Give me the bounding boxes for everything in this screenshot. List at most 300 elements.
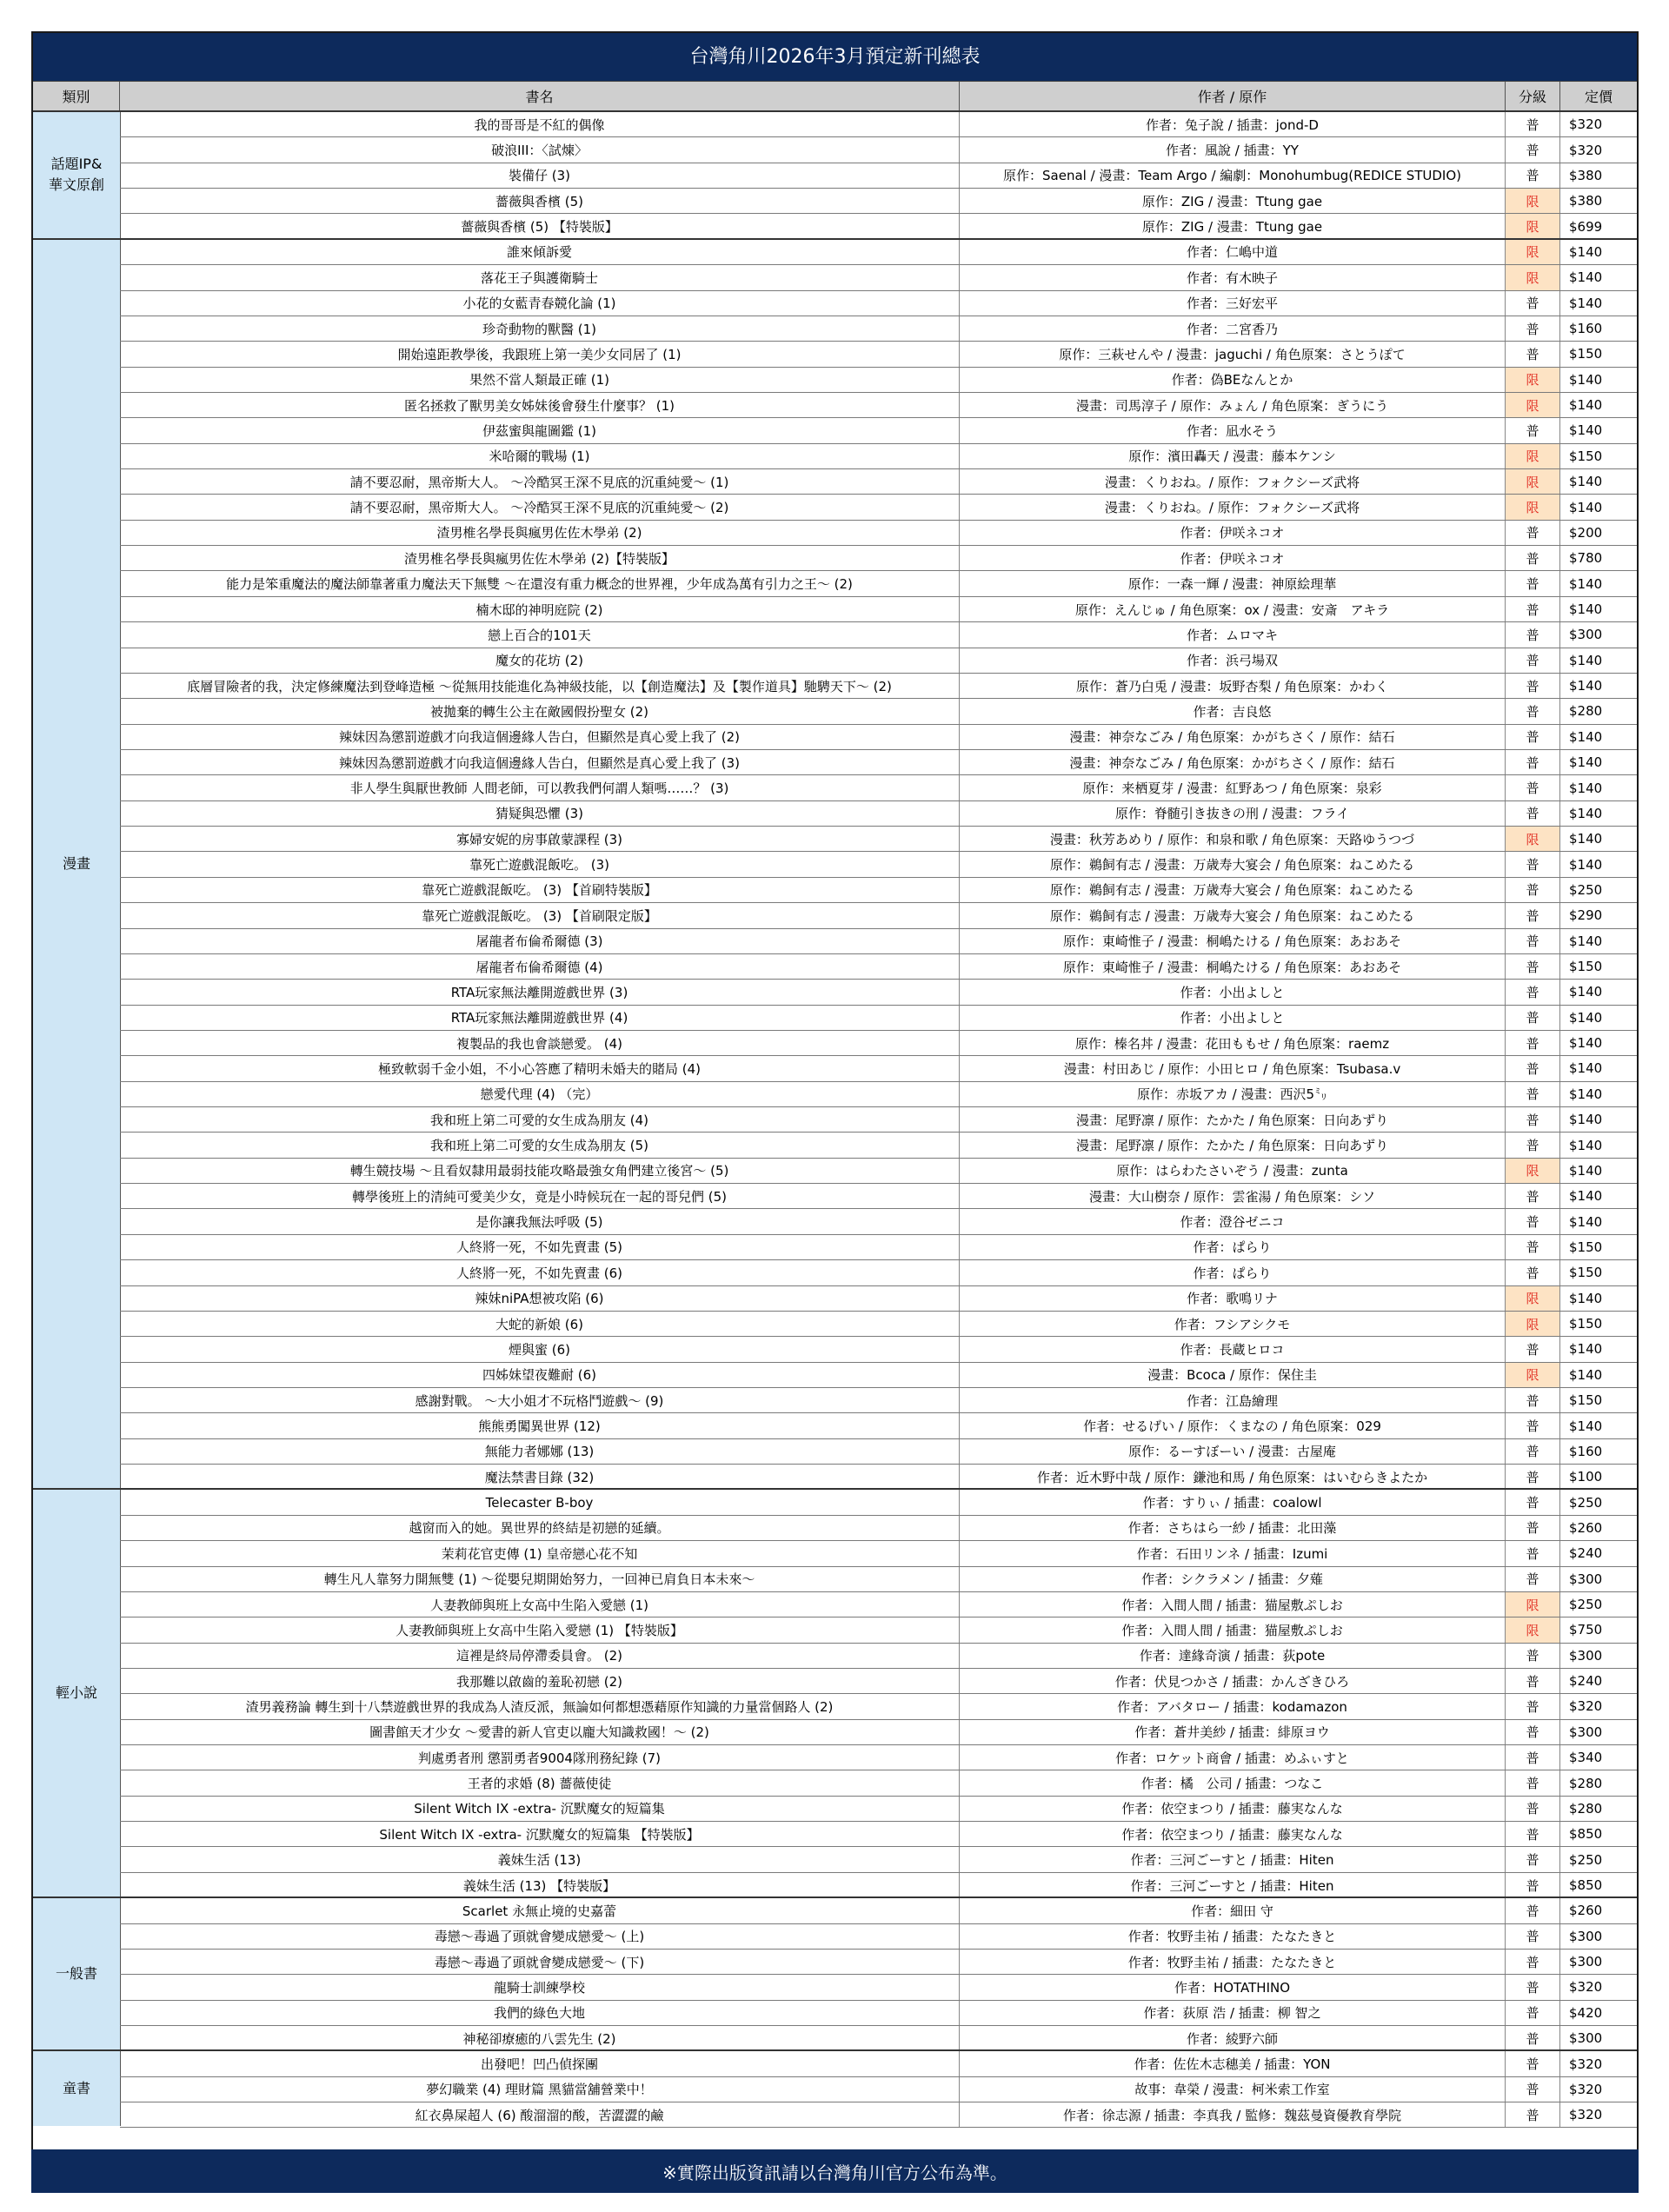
table-row (120, 674, 1637, 699)
book-price: $140 (1569, 295, 1603, 311)
book-price: $140 (1569, 1137, 1603, 1153)
book-title: 是你讓我無法呼吸 (5) (120, 1209, 960, 1233)
book-price: $150 (1569, 448, 1603, 464)
book-title: 誰來傾訴愛 (120, 240, 960, 264)
book-title: 煙與蜜 (6) (120, 1337, 960, 1361)
book-price: $140 (1569, 269, 1603, 286)
book-author: 作者：仁嶋中道 (960, 240, 1506, 264)
book-price: $780 (1569, 550, 1603, 567)
table-row (120, 1898, 1637, 1923)
book-rating: 普 (1506, 929, 1560, 953)
table-row (120, 1465, 1637, 1490)
book-rating: 限 (1506, 1617, 1560, 1642)
book-title: 能力是笨重魔法的魔法師靠著重力魔法天下無雙 ～在還沒有重力概念的世界裡，少年成為萬有引力之王～ (2) (120, 571, 960, 595)
book-author: 作者：三河ごーすと / 插畫：Hiten (960, 1873, 1506, 1897)
table-row (120, 214, 1637, 239)
book-rating: 普 (1506, 2001, 1560, 2025)
table-row (120, 1924, 1637, 1950)
book-author: 作者：荻原 浩 / 插畫：柳 智之 (960, 2001, 1506, 2025)
book-price: $140 (1569, 1213, 1603, 1230)
book-title: 薔薇與香檳 (5) 【特裝版】 (120, 214, 960, 238)
book-rating: 普 (1506, 725, 1560, 749)
table-row (120, 112, 1637, 137)
book-rating: 普 (1506, 1669, 1560, 1693)
book-author: 故事：韋榮 / 漫畫：柯米索工作室 (960, 2077, 1506, 2102)
book-title: 神秘卻療癒的八雲先生 (2) (120, 2026, 960, 2050)
book-title: 被拋棄的轉生公主在敵國假扮聖女 (2) (120, 699, 960, 723)
book-author: 漫畫：くりおね。/ 原作：フォクシーズ武将 (960, 469, 1506, 494)
book-price: $290 (1569, 907, 1603, 924)
book-rating: 普 (1506, 954, 1560, 979)
table-row (120, 1209, 1637, 1234)
book-author: 漫畫：Bcoca / 原作：保住圭 (960, 1363, 1506, 1387)
book-author: 作者：牧野圭祐 / 插畫：たなたきと (960, 1924, 1506, 1949)
book-title: 辣妹因為懲罰遊戲才向我這個邊緣人告白，但顯然是真心愛上我了 (2) (120, 725, 960, 749)
book-rating: 普 (1506, 1694, 1560, 1718)
book-price: $380 (1569, 167, 1603, 183)
book-author: 作者：伊咲ネコオ (960, 546, 1506, 570)
book-price: $140 (1569, 1060, 1603, 1077)
table-row (120, 316, 1637, 342)
book-title: 紅衣鼻屎超人 (6) 酸溜溜的酸，苦澀澀的鹼 (120, 2102, 960, 2127)
book-price: $140 (1569, 1188, 1603, 1205)
table-row (120, 2026, 1637, 2051)
table-row (120, 1031, 1637, 1056)
book-title: RTA玩家無法離開遊戲世界 (3) (120, 980, 960, 1004)
book-rating: 普 (1506, 1465, 1560, 1489)
book-rating: 普 (1506, 1184, 1560, 1208)
book-author: 原作：来栖夏芽 / 漫畫：紅野あつ / 角色原案：泉彩 (960, 775, 1506, 800)
book-title: 魔女的花坊 (2) (120, 648, 960, 673)
book-rating: 普 (1506, 1133, 1560, 1157)
book-title: 越窗而入的她。異世界的終結是初戀的延續。 (120, 1516, 960, 1540)
book-author: 原作：一森一輝 / 漫畫：神原絵理華 (960, 571, 1506, 595)
book-rating: 普 (1506, 1082, 1560, 1106)
book-price: $150 (1569, 1316, 1603, 1332)
book-author: 作者：近木野中哉 / 原作：鎌池和馬 / 角色原案：はいむらきよたか (960, 1465, 1506, 1489)
table-row (120, 189, 1637, 214)
book-title: 我和班上第二可愛的女生成為朋友 (5) (120, 1133, 960, 1157)
book-price: $300 (1569, 627, 1603, 643)
book-price: $140 (1569, 933, 1603, 949)
book-rating: 普 (1506, 521, 1560, 545)
book-rating: 普 (1506, 1235, 1560, 1259)
book-rating: 普 (1506, 1975, 1560, 1999)
book-price: $260 (1569, 1903, 1603, 1919)
book-price: $850 (1569, 1877, 1603, 1893)
book-rating: 普 (1506, 1413, 1560, 1438)
book-price: $150 (1569, 346, 1603, 362)
header-category: 類別 (33, 82, 120, 110)
book-author: 作者：歌鳴リナ (960, 1286, 1506, 1311)
table-row (120, 546, 1637, 571)
table-row (120, 495, 1637, 520)
book-author: 原作：濱田轟天 / 漫畫：藤本ケンシ (960, 444, 1506, 468)
book-price: $140 (1569, 499, 1603, 515)
table-row (120, 622, 1637, 648)
header-rating: 分級 (1506, 82, 1560, 110)
table-row (120, 2051, 1637, 2076)
book-title: 人妻教師與班上女高中生陷入愛戀 (1) 【特裝版】 (120, 1617, 960, 1642)
book-title: 複製品的我也會談戀愛。 (4) (120, 1031, 960, 1055)
book-price: $140 (1569, 575, 1603, 592)
table-row (120, 1720, 1637, 1745)
book-price: $150 (1569, 959, 1603, 975)
book-rating: 普 (1506, 1924, 1560, 1949)
book-title: 渣男椎名學長與瘋男佐佐木學弟 (2)【特裝版】 (120, 546, 960, 570)
book-title: 珍奇動物的獸醫 (1) (120, 316, 960, 341)
book-author: 作者：アバタロー / 插畫：kodamazon (960, 1694, 1506, 1718)
book-price: $140 (1569, 243, 1603, 260)
footer-note: ※實際出版資訊請以台灣角川官方公布為準。 (31, 2149, 1639, 2193)
book-price: $150 (1569, 1239, 1603, 1255)
book-price: $140 (1569, 474, 1603, 490)
book-author: 作者：ぱらり (960, 1260, 1506, 1285)
book-price: $140 (1569, 1290, 1603, 1306)
book-rating: 普 (1506, 2051, 1560, 2076)
book-author: 作者：伏見つかさ / 插畫：かんざきひろ (960, 1669, 1506, 1693)
book-rating: 限 (1506, 444, 1560, 468)
table-row (120, 342, 1637, 367)
book-title: 人終將一死，不如先賣畫 (6) (120, 1260, 960, 1285)
book-rating: 普 (1506, 1541, 1560, 1565)
book-rating: 普 (1506, 1209, 1560, 1233)
book-price: $300 (1569, 1571, 1603, 1587)
book-author: 漫畫：大山樹奈 / 原作：雲雀湯 / 角色原案：シソ (960, 1184, 1506, 1208)
table-row (120, 1413, 1637, 1438)
book-author: 原作：東崎惟子 / 漫畫：桐嶋たける / 角色原案：あおあそ (960, 954, 1506, 979)
header-title: 書名 (120, 82, 960, 110)
book-rating: 限 (1506, 265, 1560, 289)
book-title: 出發吧！凹凸偵探團 (120, 2051, 960, 2076)
book-rating: 普 (1506, 112, 1560, 136)
book-price: $280 (1569, 703, 1603, 720)
book-rating: 普 (1506, 1567, 1560, 1591)
book-author: 原作：蒼乃白兎 / 漫畫：坂野杏梨 / 角色原案：かわく (960, 674, 1506, 698)
book-rating: 普 (1506, 316, 1560, 341)
book-rating: 普 (1506, 2102, 1560, 2127)
book-title: Silent Witch IX -extra- 沉默魔女的短篇集 (120, 1797, 960, 1821)
book-rating: 普 (1506, 878, 1560, 902)
book-price: $140 (1569, 1035, 1603, 1052)
book-title: 請不要忍耐，黑帝斯大人。 ～冷酷冥王深不見底的沉重純愛～ (1) (120, 469, 960, 494)
book-title: 圖書館天才少女 ～愛書的新人官吏以龐大知識救國！～ (2) (120, 1720, 960, 1744)
book-price: $140 (1569, 1162, 1603, 1179)
book-title: 楠木邸的神明庭院 (2) (120, 597, 960, 621)
book-author: 作者：浜弓場双 (960, 648, 1506, 673)
book-author: 原作：ZIG / 漫畫：Ttung gae (960, 214, 1506, 238)
book-author: 漫畫：尾野凛 / 原作：たかた / 角色原案：日向あずり (960, 1133, 1506, 1157)
book-rating: 限 (1506, 393, 1560, 417)
book-price: $200 (1569, 524, 1603, 541)
book-price: $320 (1569, 142, 1603, 158)
table-row (120, 1975, 1637, 2000)
book-price: $140 (1569, 831, 1603, 847)
book-rating: 普 (1506, 648, 1560, 673)
book-author: 作者：三好宏平 (960, 291, 1506, 316)
table-row (120, 725, 1637, 750)
table-row (120, 2077, 1637, 2102)
book-author: 作者：偽BEなんとか (960, 368, 1506, 392)
book-rating: 普 (1506, 852, 1560, 876)
book-rating: 普 (1506, 775, 1560, 800)
book-title: 靠死亡遊戲混飯吃。 (3) 【首刷特裝版】 (120, 878, 960, 902)
book-author: 原作：はらわたさいぞう / 漫畫：zunta (960, 1159, 1506, 1183)
book-title: 魔法禁書目錄 (32) (120, 1465, 960, 1489)
book-price: $300 (1569, 1724, 1603, 1740)
book-price: $140 (1569, 780, 1603, 796)
book-rating: 普 (1506, 1337, 1560, 1361)
book-price: $140 (1569, 652, 1603, 668)
book-rating: 普 (1506, 1260, 1560, 1285)
book-price: $750 (1569, 1622, 1603, 1638)
book-rating: 普 (1506, 1745, 1560, 1770)
book-rating: 限 (1506, 495, 1560, 519)
table-row (120, 418, 1637, 443)
book-author: 作者：すりぃ / 插畫：coalowl (960, 1490, 1506, 1514)
book-rating: 普 (1506, 1107, 1560, 1132)
book-rating: 普 (1506, 1797, 1560, 1821)
book-title: Scarlet 永無止境的史嘉蕾 (120, 1898, 960, 1923)
table-row (120, 444, 1637, 469)
book-price: $140 (1569, 371, 1603, 388)
book-author: 作者：吉良悠 (960, 699, 1506, 723)
book-author: 作者：せるげい / 原作：くまなの / 角色原案：029 (960, 1413, 1506, 1438)
book-author: 作者：蒼井美紗 / 插畫：緋原ヨウ (960, 1720, 1506, 1744)
book-rating: 普 (1506, 163, 1560, 188)
book-price: $140 (1569, 754, 1603, 771)
book-rating: 普 (1506, 1822, 1560, 1846)
book-author: 原作：東崎惟子 / 漫畫：桐嶋たける / 角色原案：あおあそ (960, 929, 1506, 953)
book-author: 作者：兔子說 / 插畫：jond-D (960, 112, 1506, 136)
book-title: 極致軟弱千金小姐，不小心答應了精明未婚夫的賭局 (4) (120, 1056, 960, 1080)
table-row (120, 1133, 1637, 1158)
table-row (120, 521, 1637, 546)
book-author: 作者：依空まつり / 插畫：藤実なんな (960, 1797, 1506, 1821)
book-rating: 普 (1506, 622, 1560, 647)
book-title: 匿名拯救了獸男美女姊妹後會發生什麼事？ (1) (120, 393, 960, 417)
book-rating: 普 (1506, 801, 1560, 826)
book-rating: 普 (1506, 1031, 1560, 1055)
book-rating: 普 (1506, 291, 1560, 316)
table-row (120, 2001, 1637, 2026)
book-author: 漫畫：神奈なごみ / 角色原案：かがちさく / 原作：結石 (960, 750, 1506, 774)
book-author: 漫畫：くりおね。/ 原作：フォクシーズ武将 (960, 495, 1506, 519)
book-rating: 限 (1506, 1363, 1560, 1387)
book-author: 作者：ロケット商會 / 插畫：めふぃすと (960, 1745, 1506, 1770)
book-rating: 限 (1506, 1286, 1560, 1311)
book-title: 屠龍者布倫希爾德 (3) (120, 929, 960, 953)
table-row (120, 1541, 1637, 1566)
book-rating: 限 (1506, 469, 1560, 494)
book-author: 作者：達緣奇演 / 插畫：荻pote (960, 1644, 1506, 1668)
book-title: 屠龍者布倫希爾德 (4) (120, 954, 960, 979)
book-price: $140 (1569, 805, 1603, 821)
table-row (120, 1592, 1637, 1617)
book-price: $140 (1569, 1418, 1603, 1434)
book-author: 作者：小出よしと (960, 980, 1506, 1004)
table-row (120, 1644, 1637, 1669)
book-price: $320 (1569, 1979, 1603, 1996)
book-author: 作者：伊咲ネコオ (960, 521, 1506, 545)
category-label: 輕小說 (33, 1490, 121, 1896)
book-author: 作者：依空まつり / 插畫：藤実なんな (960, 1822, 1506, 1846)
book-rating: 普 (1506, 903, 1560, 927)
table-row (120, 1260, 1637, 1285)
table-row (120, 750, 1637, 775)
book-rating: 普 (1506, 1898, 1560, 1923)
book-title: 夢幻職業 (4) 理財篇 黑貓當舖營業中！ (120, 2077, 960, 2102)
category-group (33, 238, 1637, 1489)
category-group (33, 1896, 1637, 2049)
book-author: 原作：鵜飼有志 / 漫畫：万歳寿大宴会 / 角色原案：ねこめたる (960, 878, 1506, 902)
schedule-table (31, 31, 1639, 2187)
book-title: 義妹生活 (13) 【特裝版】 (120, 1873, 960, 1897)
table-row (120, 1669, 1637, 1694)
table-row (120, 1797, 1637, 1822)
book-price: $320 (1569, 1698, 1603, 1715)
book-title: 寡婦安妮的房事啟蒙課程 (3) (120, 827, 960, 851)
book-author: 作者：徐志源 / 插畫：李真我 / 監修：魏茲曼資優教育學院 (960, 2102, 1506, 2127)
book-title: 人妻教師與班上女高中生陷入愛戀 (1) (120, 1592, 960, 1617)
table-row (120, 699, 1637, 724)
book-price: $320 (1569, 116, 1603, 133)
book-rating: 普 (1506, 597, 1560, 621)
table-row (120, 1694, 1637, 1719)
book-author: 原作：赤坂アカ / 漫畫：西沢5㍉ (960, 1082, 1506, 1106)
book-price: $240 (1569, 1673, 1603, 1690)
table-row (120, 2102, 1637, 2128)
book-rating: 普 (1506, 980, 1560, 1004)
book-title: 渣男義務論 轉生到十八禁遊戲世界的我成為人渣反派，無論如何都想憑藉原作知識的力量當個路人 (2) (120, 1694, 960, 1718)
book-rating: 普 (1506, 1516, 1560, 1540)
book-price: $140 (1569, 601, 1603, 617)
table-row (120, 1490, 1637, 1515)
book-title: 米哈爾的戰場 (1) (120, 444, 960, 468)
book-title: 我們的綠色大地 (120, 2001, 960, 2025)
book-rating: 普 (1506, 1847, 1560, 1871)
book-title: 靠死亡遊戲混飯吃。 (3) (120, 852, 960, 876)
book-author: 原作：えんじゅ / 角色原案：ox / 漫畫：安斎 アキラ (960, 597, 1506, 621)
book-title: 這裡是終局停滯委員會。 (2) (120, 1644, 960, 1668)
book-rating: 普 (1506, 1950, 1560, 1974)
book-title: 請不要忍耐，黑帝斯大人。 ～冷酷冥王深不見底的沉重純愛～ (2) (120, 495, 960, 519)
book-title: 人終將一死，不如先賣畫 (5) (120, 1235, 960, 1259)
table-row (120, 1516, 1637, 1541)
table-row (120, 1388, 1637, 1413)
book-title: 辣妹因為懲罰遊戲才向我這個邊緣人告白，但顯然是真心愛上我了 (3) (120, 750, 960, 774)
book-rating: 限 (1506, 189, 1560, 213)
book-rating: 普 (1506, 342, 1560, 366)
book-author: 漫畫：尾野凛 / 原作：たかた / 角色原案：日向あずり (960, 1107, 1506, 1132)
book-rating: 限 (1506, 1592, 1560, 1617)
book-rating: 普 (1506, 1720, 1560, 1744)
book-rating: 普 (1506, 674, 1560, 698)
book-title: 我的哥哥是不紅的偶像 (120, 112, 960, 136)
category-label: 話題IP& 華文原創 (33, 112, 121, 238)
book-price: $140 (1569, 1341, 1603, 1358)
table-row (120, 1822, 1637, 1847)
book-rating: 限 (1506, 214, 1560, 238)
table-row (120, 1082, 1637, 1107)
book-title: 非人學生與厭世教師 人間老師，可以教我們何謂人類嗎……？ (3) (120, 775, 960, 800)
book-title: 戀上百合的101天 (120, 622, 960, 647)
table-row (120, 1337, 1637, 1362)
book-author: 原作：Saenal / 漫畫：Team Argo / 編劇：Monohumbug(REDICE STUDIO) (960, 163, 1506, 188)
book-title: 我那難以啟齒的羞恥初戀 (2) (120, 1669, 960, 1693)
table-row (120, 1235, 1637, 1260)
book-price: $320 (1569, 2056, 1603, 2072)
book-price: $699 (1569, 218, 1603, 235)
book-title: 裝備仔 (3) (120, 163, 960, 188)
table-row (120, 1286, 1637, 1312)
table-row (120, 852, 1637, 877)
book-author: 作者：フシアシクモ (960, 1312, 1506, 1336)
table-row (120, 903, 1637, 928)
book-author: 作者：牧野圭祐 / 插畫：たなたきと (960, 1950, 1506, 1974)
book-title: 龍騎士訓練學校 (120, 1975, 960, 1999)
book-price: $140 (1569, 1009, 1603, 1026)
book-author: 作者：シクラメン / 插畫：夕薙 (960, 1567, 1506, 1591)
book-author: 原作：ZIG / 漫畫：Ttung gae (960, 189, 1506, 213)
book-title: 熊熊勇闖異世界 (12) (120, 1413, 960, 1438)
book-title: RTA玩家無法離開遊戲世界 (4) (120, 1006, 960, 1030)
book-author: 作者：HOTATHINO (960, 1975, 1506, 1999)
book-author: 作者：ぱらり (960, 1235, 1506, 1259)
page-title: 台灣角川2026年3月預定新刊總表 (33, 33, 1637, 81)
table-row (120, 1363, 1637, 1388)
table-row (120, 597, 1637, 622)
book-title: 判處勇者刑 懲罰勇者9004隊刑務紀錄 (7) (120, 1745, 960, 1770)
table-row (120, 1847, 1637, 1872)
book-title: 靠死亡遊戲混飯吃。 (3) 【首刷限定版】 (120, 903, 960, 927)
book-title: Silent Witch IX -extra- 沉默魔女的短篇集 【特裝版】 (120, 1822, 960, 1846)
table-row (120, 137, 1637, 163)
book-author: 原作：脊髄引き抜きの刑 / 漫畫：フライ (960, 801, 1506, 826)
book-price: $150 (1569, 1265, 1603, 1281)
book-title: 底層冒險者的我，決定修練魔法到登峰造極 ～從無用技能進化為神級技能，以【創造魔法】及【製作道具】馳騁天下～ (2) (120, 674, 960, 698)
book-price: $140 (1569, 678, 1603, 694)
book-price: $340 (1569, 1750, 1603, 1766)
book-price: $140 (1569, 1366, 1603, 1383)
book-title: 四姊妹望夜難耐 (6) (120, 1363, 960, 1387)
book-author: 作者：有木映子 (960, 265, 1506, 289)
book-title: 落花王子與護衛騎士 (120, 265, 960, 289)
header-price: 定價 (1584, 89, 1612, 105)
book-author: 作者：綾野六師 (960, 2026, 1506, 2050)
table-body (33, 110, 1637, 2185)
table-row (120, 1873, 1637, 1898)
book-price: $280 (1569, 1800, 1603, 1817)
book-rating: 限 (1506, 368, 1560, 392)
book-price: $150 (1569, 1392, 1603, 1409)
book-title: 大蛇的新娘 (6) (120, 1312, 960, 1336)
book-title: 渣男椎名學長與瘋男佐佐木學弟 (2) (120, 521, 960, 545)
table-row (120, 1567, 1637, 1592)
table-row (120, 929, 1637, 954)
book-author: 作者：二宮香乃 (960, 316, 1506, 341)
book-author: 漫畫：神奈なごみ / 角色原案：かがちさく / 原作：結石 (960, 725, 1506, 749)
book-author: 作者：佐佐木志穗美 / 插畫：YON (960, 2051, 1506, 2076)
book-price: $300 (1569, 2030, 1603, 2047)
book-price: $140 (1569, 1112, 1603, 1128)
header-author: 作者 / 原作 (960, 82, 1506, 110)
book-title: 戀愛代理 (4) （完） (120, 1082, 960, 1106)
book-price: $160 (1569, 1443, 1603, 1459)
book-author: 作者：ムロマキ (960, 622, 1506, 647)
book-title: 果然不當人類最正確 (1) (120, 368, 960, 392)
category-group (33, 110, 1637, 238)
